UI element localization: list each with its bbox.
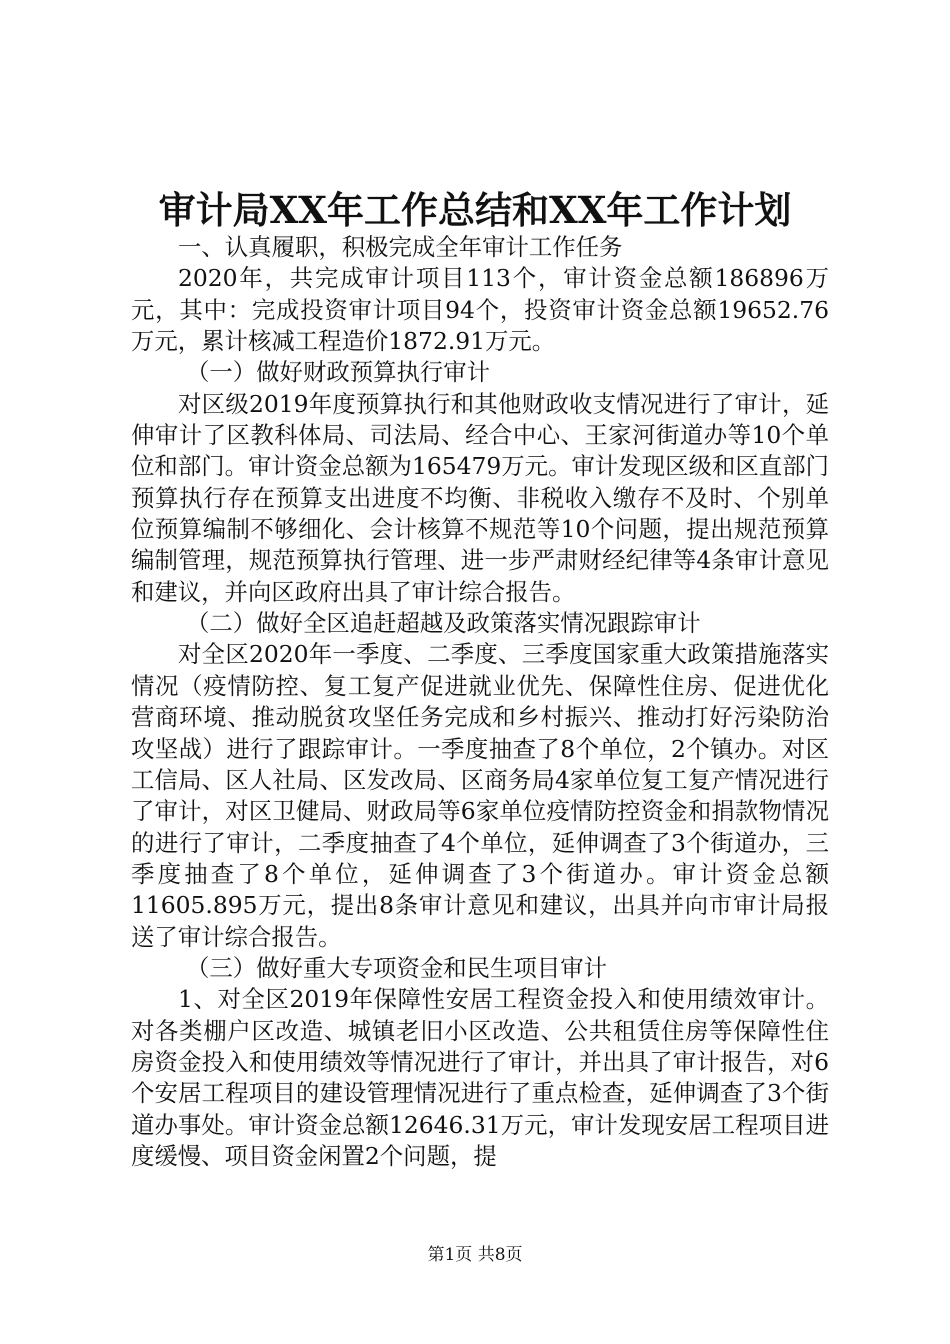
paragraph-housing-audit: 1、对全区2019年保障性安居工程资金投入和使用绩效审计。对各类棚户区改造、城镇老旧小区改造、公共租赁住房等保障性住房资金投入和使用绩效等情况进行了审计，并出具了审计报告，对6个安居工程项目的建设管理情况进行了重点检查，延伸调查了3个街道办事处。审计资金总额12646.31万元，审计发现安居工程项目进度缓慢、项目资金闲置2个问题，提 <box>131 985 829 1170</box>
paragraph-budget-audit: 对区级2019年度预算执行和其他财政收支情况进行了审计，延伸审计了区教科体局、司法局、经合中心、王家河街道办等10个单位和部门。审计资金总额为165479万元。审计发现区级和区直部门预算执行存在预算支出进度不均衡、非税收入缴存不及时、个别单位预算编制不够细化、会计核算不规范等10个问题，提出规范预算编制管理，规范预算执行管理、进一步严肃财经纪律等4条审计意见和建议，并向区政府出具了审计综合报告。 <box>131 389 829 606</box>
subsection-heading-1: （一）做好财政预算执行审计 <box>186 358 491 387</box>
subsection-heading-3: （三）做好重大专项资金和民生项目审计 <box>186 953 608 982</box>
section-heading-1: 一、认真履职，积极完成全年审计工作任务 <box>178 233 623 261</box>
paragraph-summary: 2020年，共完成审计项目113个，审计资金总额186896万元，其中：完成投资审计项目94个，投资审计资金总额19652.76万元，累计核减工程造价1872.91万元。 <box>131 264 829 356</box>
paragraph-policy-tracking: 对全区2020年一季度、二季度、三季度国家重大政策措施落实情况（疫情防控、复工复产促进就业优先、保障性住房、促进优化营商环境、推动脱贫攻坚任务完成和乡村振兴、推动打好污染防治攻坚战）进行了跟踪审计。一季度抽查了8个单位，2个镇办。对区工信局、区人社局、区发改局、区商务局4家单位复工复产情况进行了审计，对区卫健局、财政局等6家单位疫情防控资金和捐款物情况的进行了审计，二季度抽查了4个单位，延伸调查了3个街道办，三季度抽查了8个单位，延伸调查了3个街道办。审计资金总额11605.895万元，提出8条审计意见和建议，出具并向市审计局报送了审计综合报告。 <box>131 640 829 951</box>
page-footer: 第1页 共8页 <box>427 1245 523 1265</box>
document-title: 审计局XX年工作总结和XX年工作计划 <box>158 188 792 232</box>
subsection-heading-2: （二）做好全区追赶超越及政策落实情况跟踪审计 <box>186 609 701 638</box>
document-body <box>131 232 829 1172</box>
